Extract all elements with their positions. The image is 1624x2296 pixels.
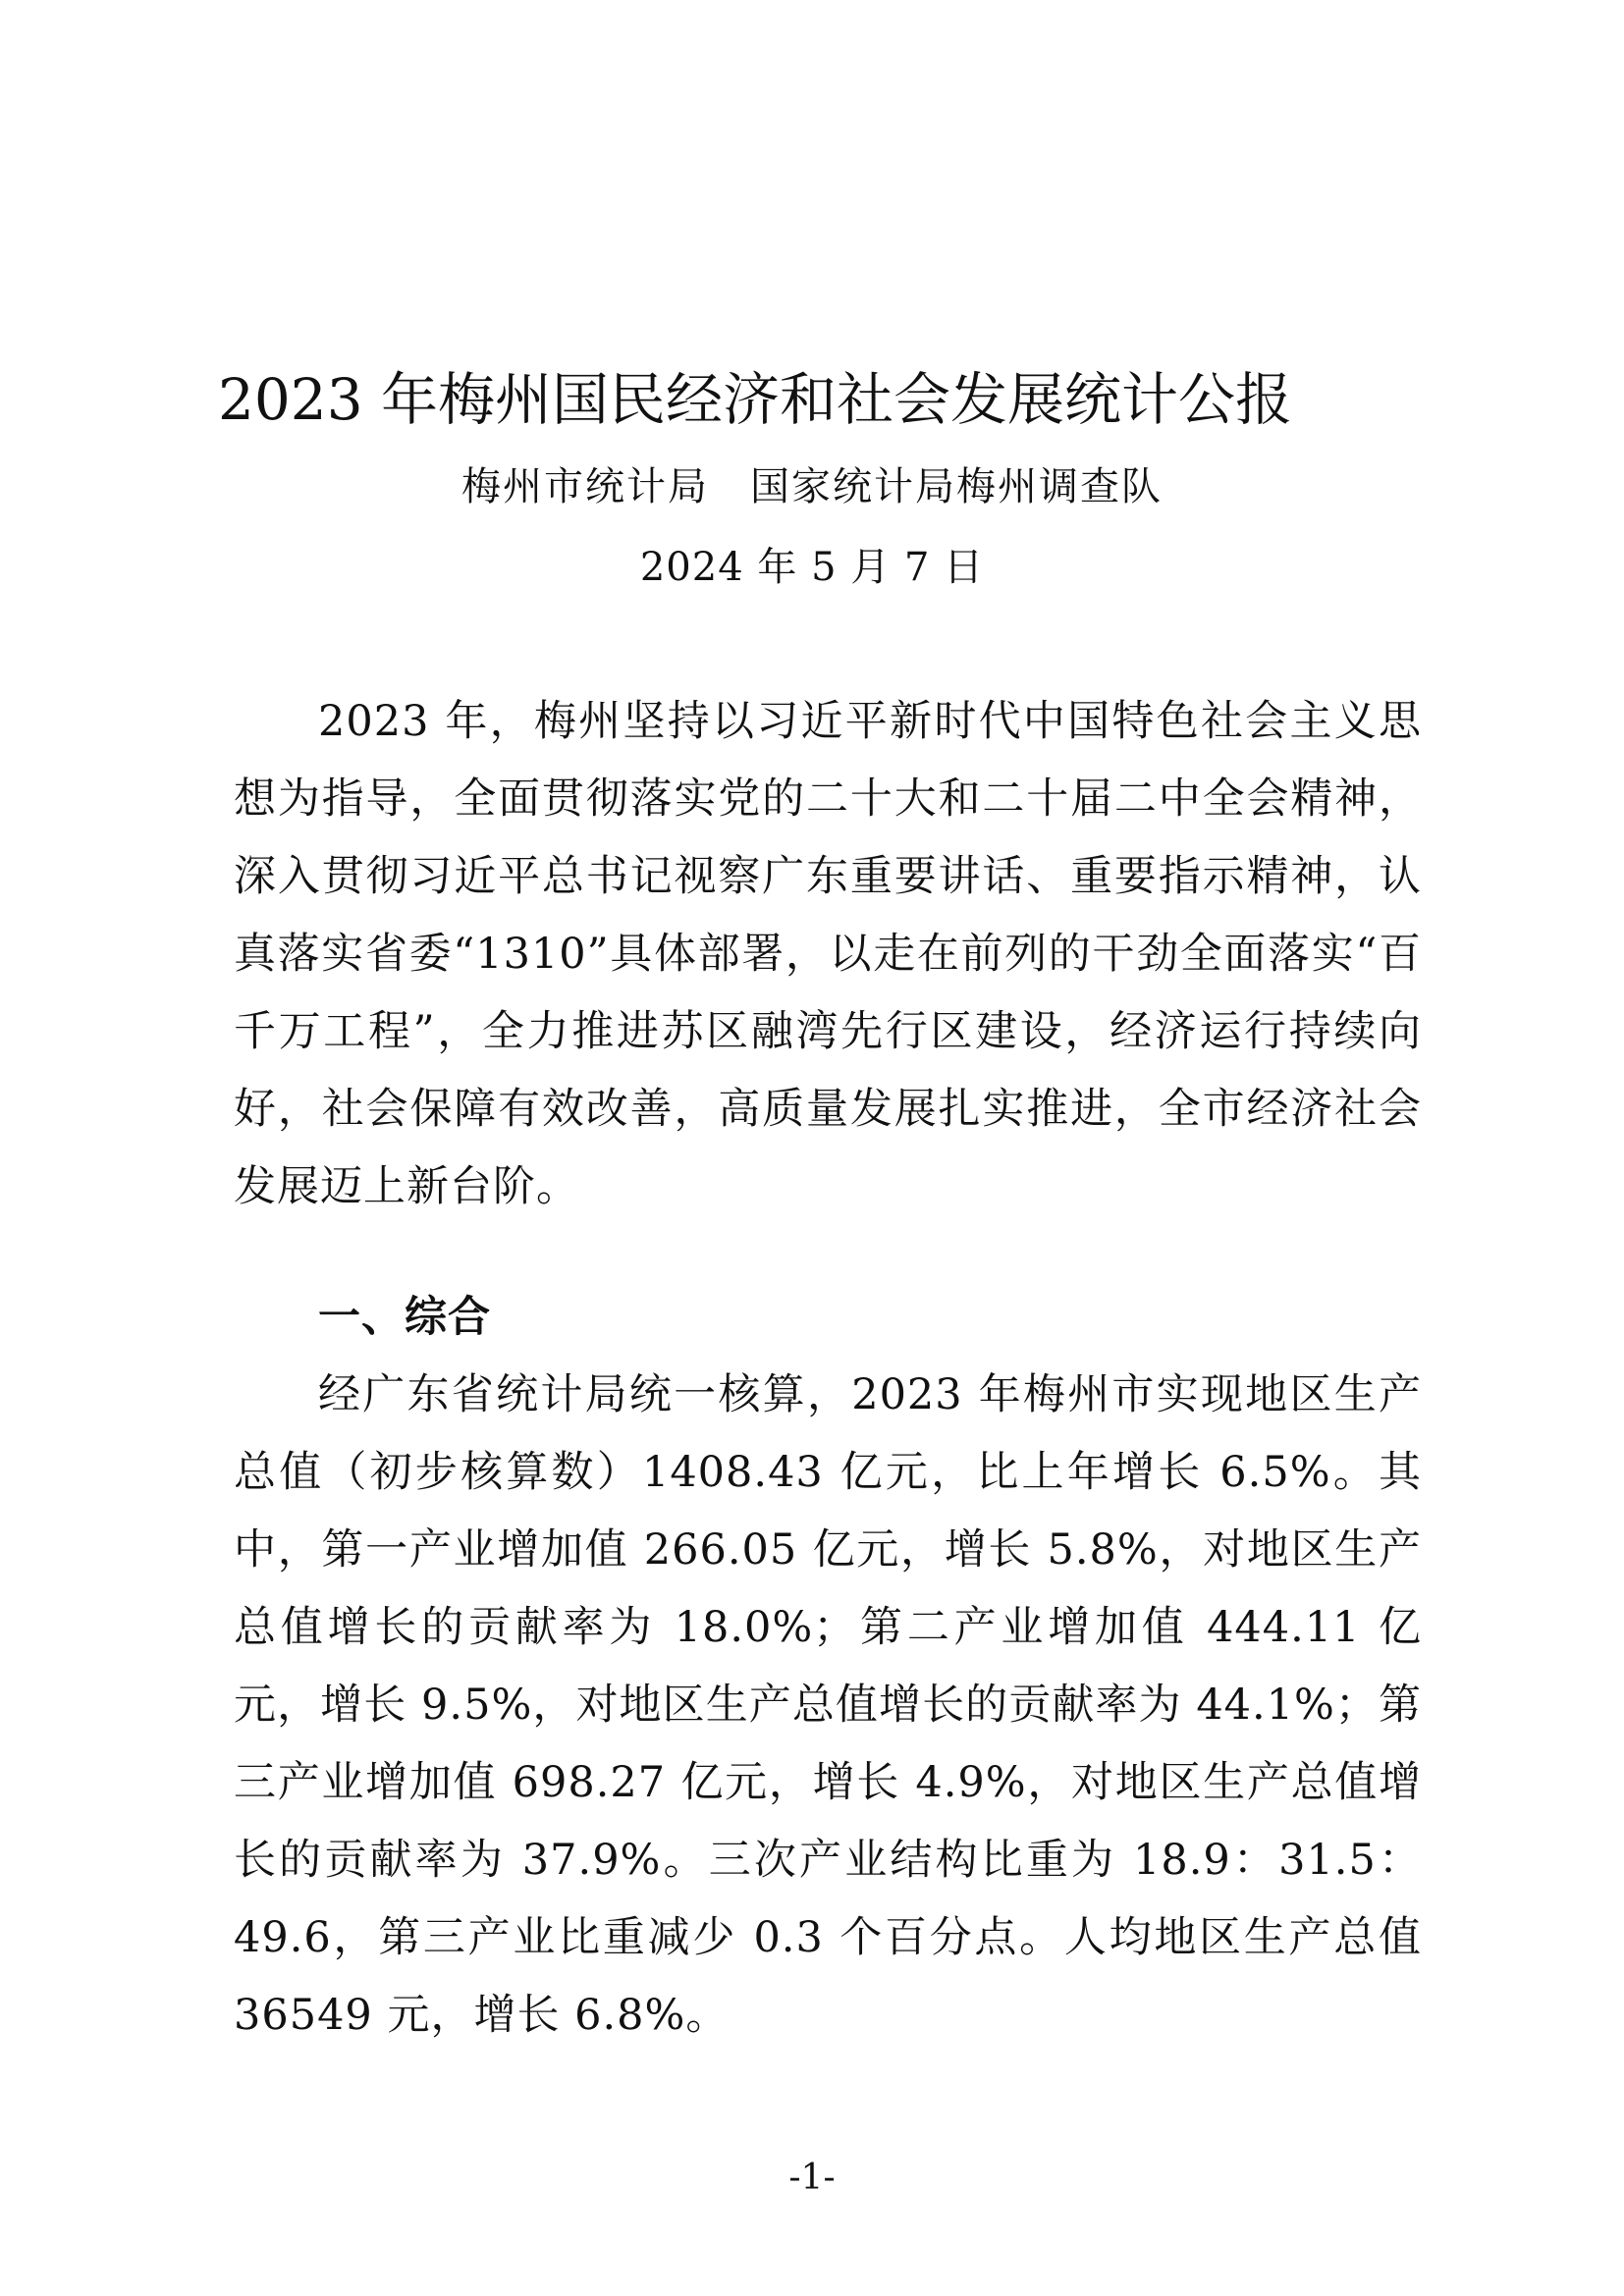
page-number: -1- <box>788 2158 836 2198</box>
overview-paragraph: 经广东省统计局统一核算，2023 年梅州市实现地区生产总值（初步核算数）1408.43 亿元，比上年增长 6.5%。其中，第一产业增加值 266.05 亿元，增长 5.8%，对地区生产总值增长的贡献率为 18.0%；第二产业增加值 444.11 亿元，增长 9.5%，对地区生产总值增长的贡献率为 44.1%；第三产业增加值 698.27 亿元，增长 4.9%，对地区生产总值增长的贡献率为 37.9%。三次产业结构比重为 18.9：31.5：49.6，第三产业比重减少 0.3 个百分点。人均地区生产总值 36549 元，增长 6.8%。 <box>234 1370 1422 2040</box>
document-title: 2023 年梅州国民经济和社会发展统计公报 <box>218 366 1293 433</box>
document-date: 2024 年 5 月 7 日 <box>639 545 985 590</box>
section-heading-overview: 一、综合 <box>318 1293 491 1342</box>
intro-paragraph: 2023 年，梅州坚持以习近平新时代中国特色社会主义思想为指导，全面贯彻落实党的二十大和二十届二中全会精神，深入贯彻习近平总书记视察广东重要讲话、重要指示精神，认真落实省委“1310”具体部署，以走在前列的干劲全面落实“百千万工程”，全力推进苏区融湾先行区建设，经济运行持续向好，社会保障有效改善，高质量发展扎实推进，全市经济社会发展迈上新台阶。 <box>234 697 1422 1211</box>
document-author: 梅州市统计局 国家统计局梅州调查队 <box>461 464 1163 509</box>
intro-section <box>234 683 1422 1226</box>
overview-section <box>234 1357 1422 2055</box>
